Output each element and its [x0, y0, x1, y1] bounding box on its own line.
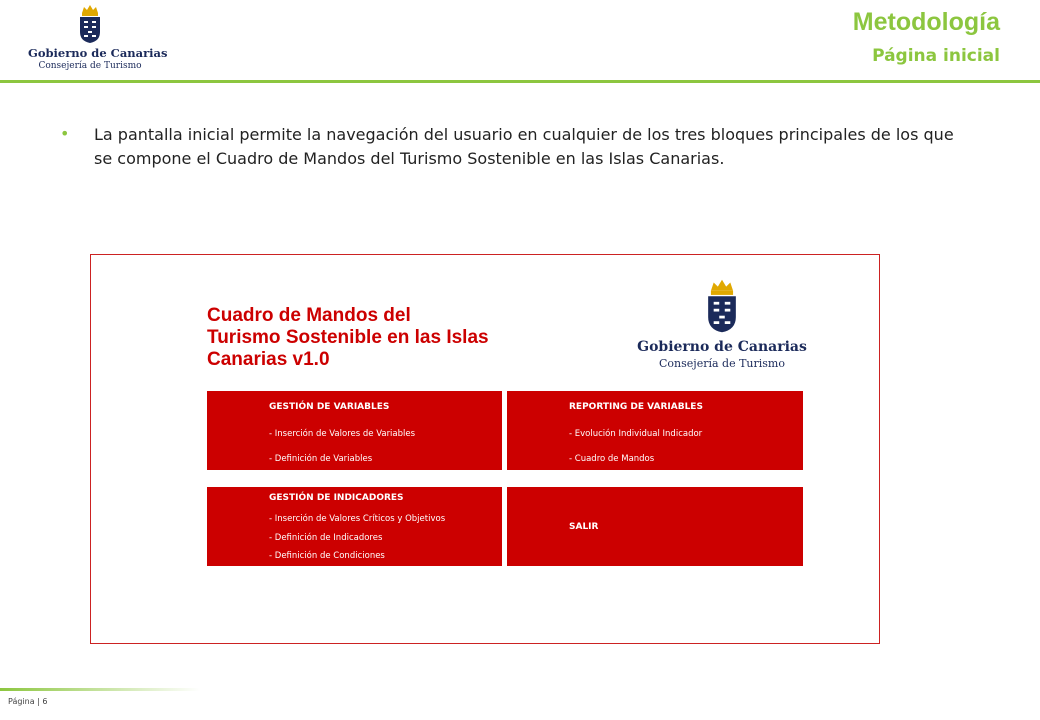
app-title-line: Canarias v1.0 — [207, 349, 330, 370]
logo-department: Consejería de Turismo — [38, 61, 142, 71]
page-title: Metodología — [852, 8, 1000, 36]
page-subtitle: Página inicial — [872, 46, 1000, 66]
app-gobierno-logo — [627, 277, 817, 370]
menu-item-insercion-valores-variables[interactable]: - Inserción de Valores de Variables — [269, 429, 416, 439]
app-title-line: Turismo Sostenible en las Islas — [207, 327, 489, 348]
menu-item-cuadro-mandos[interactable]: - Cuadro de Mandos — [569, 454, 655, 464]
app-title-line: Cuadro de Mandos del — [207, 305, 411, 326]
app-screenshot — [90, 254, 880, 644]
gestion-variables-block[interactable] — [207, 391, 502, 470]
bullet-icon: • — [60, 124, 70, 143]
coat-of-arms-icon — [77, 4, 103, 44]
menu-item-definicion-variables[interactable]: - Definición de Variables — [269, 454, 373, 464]
block-title: SALIR — [569, 522, 599, 532]
footer-divider — [0, 688, 200, 691]
block-title: REPORTING DE VARIABLES — [569, 402, 703, 412]
logo-name: Gobierno de Canarias — [28, 46, 168, 60]
bullet-text: La pantalla inicial permite la navegación del usuario en cualquier de los tres bloques principales de los que se compone el Cuadro de Mandos del Turismo Sostenible en las Islas Canarias. — [94, 125, 954, 168]
app-logo-department: Consejería de Turismo — [659, 357, 785, 370]
coat-of-arms-icon — [704, 277, 740, 335]
app-logo-name: Gobierno de Canarias — [637, 339, 807, 355]
block-title: GESTIÓN DE INDICADORES — [269, 493, 404, 503]
menu-item-definicion-indicadores[interactable]: - Definición de Indicadores — [269, 533, 383, 543]
block-title: GESTIÓN DE VARIABLES — [269, 402, 390, 412]
page-number: Página | 6 — [8, 697, 48, 706]
header-divider — [0, 80, 1040, 83]
menu-item-definicion-condiciones[interactable]: - Definición de Condiciones — [269, 551, 385, 561]
app-title — [207, 305, 527, 371]
reporting-variables-block[interactable] — [507, 391, 803, 470]
menu-item-insercion-valores-criticos[interactable]: - Inserción de Valores Críticos y Objetivos — [269, 514, 446, 524]
salir-button[interactable] — [507, 487, 803, 566]
menu-item-evolucion-individual[interactable]: - Evolución Individual Indicador — [569, 429, 703, 439]
gobierno-logo — [28, 4, 168, 78]
gestion-indicadores-block[interactable] — [207, 487, 502, 566]
